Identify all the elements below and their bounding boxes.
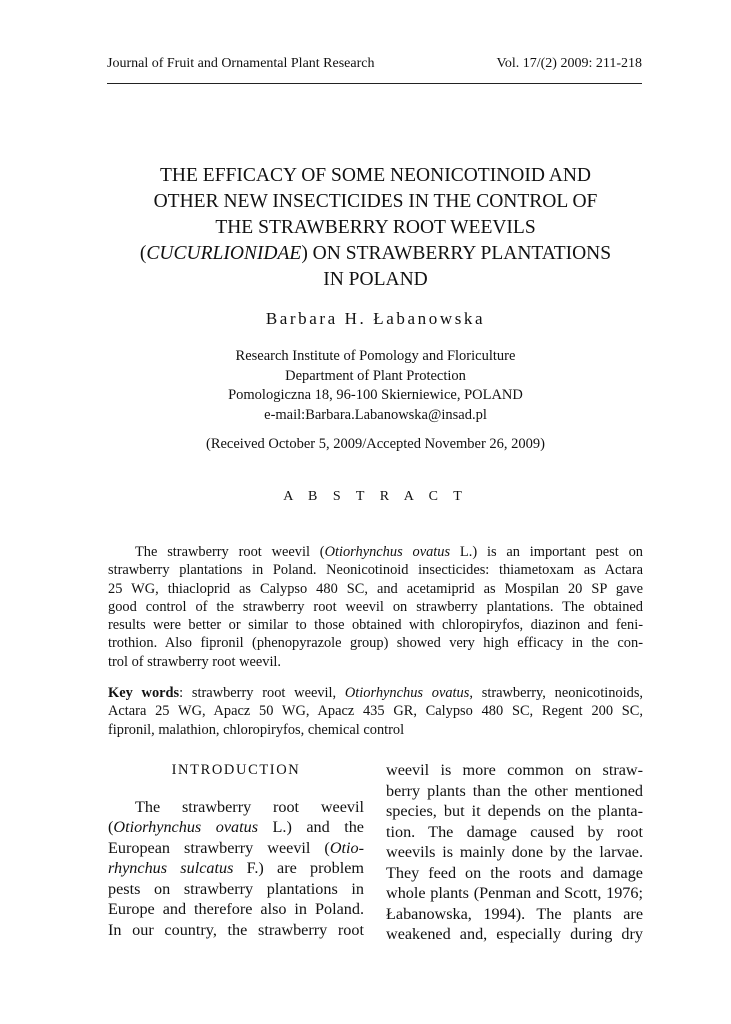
intro-line <box>108 817 364 838</box>
intro-line: weevils is mainly done by the larvae. <box>386 843 643 861</box>
intro-species: Otiorhynchus ovatus <box>113 818 258 836</box>
title-line: IN POLAND <box>323 269 428 290</box>
intro-line <box>108 858 364 879</box>
affiliation-block <box>80 347 671 425</box>
title-italic-family: CUCURLIONIDAE <box>146 243 302 264</box>
abstract-heading: A B S T R A C T <box>283 489 468 504</box>
intro-text: F.) are problem <box>233 859 364 877</box>
intro-line: tion. The damage caused by root <box>386 822 643 841</box>
abstract-line: trothion. Also fipronil (phenopyrazole group) showed very high efficacy in the con- <box>108 635 643 652</box>
running-header <box>107 55 642 73</box>
keywords-species: Otiorhynchus ovatus <box>344 685 470 701</box>
abstract-text: The strawberry root weevil ( <box>135 544 325 560</box>
intro-text: ( <box>108 818 114 836</box>
abstract-species: Otiorhynchus ovatus <box>324 544 451 560</box>
keywords-label: Key words <box>108 685 180 701</box>
affiliation-address: Pomologiczna 18, 96-100 Skierniewice, POLAND <box>228 387 523 403</box>
intro-line: species, but it depends on the planta- <box>386 802 643 820</box>
intro-line: pests on strawberry plantations in <box>108 879 364 898</box>
keywords-line: fipronil, malathion, chloropiryfos, chemical control <box>108 721 405 738</box>
affiliation-institute: Research Institute of Pomology and Floriculture <box>235 348 516 364</box>
abstract-line: good control of the strawberry root weevil on strawberry plantations. The obtained <box>108 598 643 615</box>
keywords-block <box>108 684 643 739</box>
header-divider <box>107 83 642 84</box>
intro-species: rhynchus sulcatus <box>108 859 234 877</box>
paper-title <box>80 163 671 293</box>
intro-left-column <box>108 760 364 940</box>
intro-right-column <box>386 760 643 945</box>
intro-line <box>108 838 364 859</box>
abstract-line: 25 WG, thiacloprid as Calypso 480 SC, and acetamiprid as Mospilan 20 SP gave <box>108 580 643 597</box>
journal-name: Journal of Fruit and Ornamental Plant Research <box>107 56 375 71</box>
title-line: THE EFFICACY OF SOME NEONICOTINOID AND <box>160 165 591 186</box>
intro-line: The strawberry root weevil <box>135 797 364 816</box>
received-dates: (Received October 5, 2009/Accepted November 26, 2009) <box>205 436 546 452</box>
title-text: ( <box>139 243 147 264</box>
affiliation-department: Department of Plant Protection <box>285 367 466 384</box>
keywords-line: Actara 25 WG, Apacz 50 WG, Apacz 435 GR, Calypso 480 SC, Regent 200 SC, <box>108 703 643 720</box>
abstract-body <box>108 543 643 671</box>
intro-text: L.) and the <box>258 818 364 836</box>
keywords-line <box>108 684 643 702</box>
intro-line: berry plants than the other mentioned <box>386 781 643 800</box>
abstract-text: L.) is an important pest on <box>450 544 643 560</box>
abstract-line: trol of strawberry root weevil. <box>108 653 282 670</box>
introduction-heading: INTRODUCTION <box>171 762 301 778</box>
title-line: OTHER NEW INSECTICIDES IN THE CONTROL OF <box>153 191 598 212</box>
title-line: THE STRAWBERRY ROOT WEEVILS <box>215 217 536 238</box>
intro-line: Europe and therefore also in Poland. <box>108 900 364 918</box>
intro-line: weakened and, especially during dry <box>386 925 643 943</box>
title-text: ) ON STRAWBERRY PLANTATIONS <box>301 243 612 264</box>
volume-info: Vol. 17/(2) 2009: 211-218 <box>496 56 642 71</box>
affiliation-email: e-mail:Barbara.Labanowska@insad.pl <box>264 406 487 423</box>
intro-line: Łabanowska, 1994). The plants are <box>386 904 643 923</box>
intro-species: Otio- <box>329 838 364 857</box>
keywords-text: : strawberry root weevil, <box>179 685 345 701</box>
title-line <box>80 241 671 267</box>
intro-line: weevil is more common on straw- <box>386 761 643 779</box>
intro-line: In our country, the strawberry root <box>108 920 364 939</box>
intro-text: European strawberry weevil ( <box>108 838 330 857</box>
abstract-line: results were better or similar to those obtained with chloropiryfos, diazinon and feni- <box>108 617 643 634</box>
abstract-line <box>108 543 643 561</box>
author-name: Barbara H. Łabanowska <box>265 309 486 328</box>
intro-line: They feed on the roots and damage <box>386 863 643 882</box>
keywords-text: , strawberry, neonicotinoids, <box>469 685 644 701</box>
intro-line: whole plants (Penman and Scott, 1976; <box>386 884 643 902</box>
abstract-line: strawberry plantations in Poland. Neonicotinoid insecticides: thiametoxam as Actara <box>108 562 643 579</box>
